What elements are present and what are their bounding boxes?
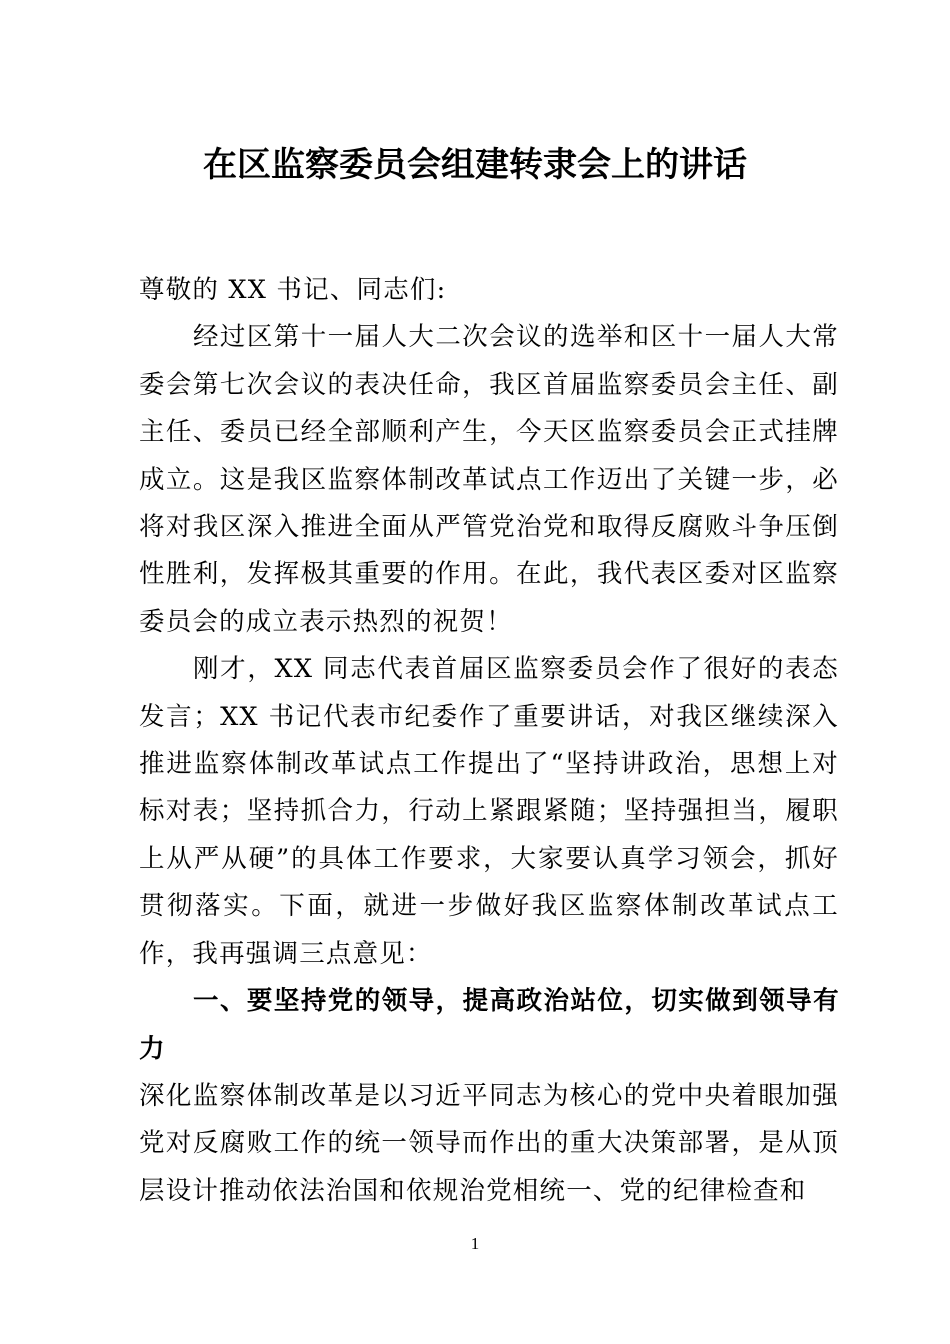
- document-body: [139, 267, 839, 1215]
- salutation: 尊敬的 XX 书记、同志们:: [139, 275, 447, 305]
- section-heading: 一、要坚持党的领导，提高政治站位，切实做到领导有力: [139, 986, 839, 1064]
- section-paragraph: 深化监察体制改革是以习近平同志为核心的党中央着眼加强党对反腐败工作的统一领导而作出的重大决策部署，是从顶层设计推动依法治国和依规治党相统一、党的纪律检查和: [139, 1080, 839, 1206]
- paragraph-1: 经过区第十一届人大二次会议的选举和区十一届人大常委会第七次会议的表决任命，我区首届监察委员会主任、副主任、委员已经全部顺利产生，今天区监察委员会正式挂牌成立。这是我区监察体制改革试点工作迈出了关键一步，必将对我区深入推进全面从严管党治党和取得反腐败斗争压倒性胜利，发挥极其重要的作用。在此，我代表区委对区监察委员会的成立表示热烈的祝贺！: [139, 322, 839, 637]
- document-title: 在区监察委员会组建转隶会上的讲话: [203, 145, 747, 185]
- page-number: 1: [470, 1234, 480, 1253]
- paragraph-2: 刚才，XX 同志代表首届区监察委员会作了很好的表态发言；XX 书记代表市纪委作了重要讲话，对我区继续深入推进监察体制改革试点工作提出了“坚持讲政治，思想上对标对表；坚持抓合力，行动上紧跟紧随；坚持强担当，履职上从严从硬”的具体工作要求，大家要认真学习领会，抓好贯彻落实。下面，就进一步做好我区监察体制改革试点工作，我再强调三点意见：: [139, 654, 839, 969]
